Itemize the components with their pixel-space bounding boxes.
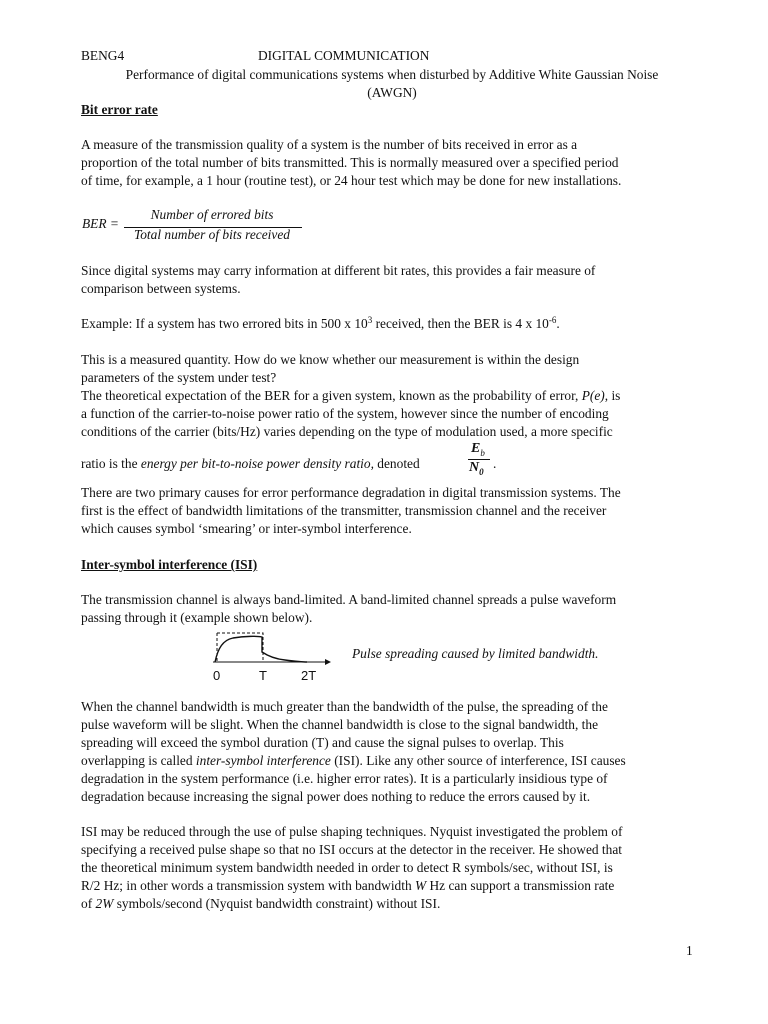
subject-title: DIGITAL COMMUNICATION: [258, 48, 430, 63]
formula-denominator: Total number of bits received: [134, 227, 290, 242]
formula-numerator: Number of errored bits: [150, 207, 274, 222]
formula-lhs: BER =: [82, 216, 119, 231]
ber-comparison-paragraph: Since digital systems may carry information at different bit rates, this provides a fair measure of comparison between systems.: [81, 263, 596, 296]
axis-arrow-icon: [325, 659, 331, 665]
ber-formula: [82, 206, 312, 246]
tick-label-0: 0: [213, 668, 221, 683]
measured-quantity-paragraph: This is a measured quantity. How do we know whether our measurement is within the design parameters of the system under test?: [81, 352, 580, 385]
pulse-spreading-figure: [205, 628, 335, 684]
tick-label-T: T: [259, 668, 267, 683]
ber-example: Example: If a system has two errored bits in 500 x $10^3$ received, then the BER is 4 x $10^{-6}$.: [81, 315, 560, 331]
tick-label-2T: 2T: [301, 668, 317, 683]
course-code: BENG4: [81, 48, 125, 63]
nyquist-paragraph: ISI may be reduced through the use of pulse shaping techniques. Nyquist investigated the problem of specifying a received pulse shape so that no ISI occurs at the detector in the receiver. He showed that the theoretical minimum system bandwidth needed in order to detect R symbols/sec, without ISI, is R/2 Hz; in other words a transmission system with bandwidth W Hz can support a transmission rate of 2W symbols/second (Nyquist bandwidth constraint) without ISI.: [81, 824, 623, 911]
ebno-sentence: ratio is the energy per bit-to-noise power density ratio, denoted: [81, 456, 420, 471]
page-number: 1: [686, 943, 693, 958]
degradation-causes-paragraph: There are two primary causes for error performance degradation in digital transmission systems. The first is the effect of bandwidth limitations of the transmitter, transmission channel and the receiver which causes symbol ‘smearing’ or inter-symbol interference.: [81, 485, 621, 536]
ebno-ratio: $E_b$ $N_0$ .: [469, 441, 497, 477]
isi-bandwidth-paragraph: When the channel bandwidth is much greater than the bandwidth of the pulse, the spreading of the pulse waveform will be slight. When the channel bandwidth is close to the signal bandwidth, the spreading will exceed the symbol duration (T) and cause the signal pulses to overlap. This overlapping is called inter-symbol interference (ISI). Like any other source of interference, ISI causes degradation in the system performance (i.e. higher error rates). It is a particularly insidious type of degradation because increasing the signal power does nothing to reduce the errors caused by it.: [81, 699, 626, 804]
isi-intro-paragraph: The transmission channel is always band-limited. A band-limited channel spreads a pulse waveform passing through it (example shown below).: [81, 592, 617, 625]
section-heading-ber: Bit error rate: [81, 102, 158, 117]
figure-caption: Pulse spreading caused by limited bandwidth.: [352, 646, 599, 661]
document-subtitle: Performance of digital communications systems when disturbed by Additive White Gaussian Noise (AWGN): [125, 67, 659, 100]
spread-pulse: [215, 636, 307, 662]
ber-intro-paragraph: A measure of the transmission quality of a system is the number of bits received in error as a proportion of the total number of bits transmitted. This is normally measured over a specified period of time, for example, a 1 hour (routine test), or 24 hour test which may be done for new installations.: [81, 137, 622, 188]
theoretical-expectation-paragraph: The theoretical expectation of the BER for a given system, known as the probability of error, P(e), is a function of the carrier-to-noise power ratio of the system, however since the number of encoding conditions of the carrier (bits/Hz) varies depending on the type of modulation used, a more specific: [81, 388, 621, 439]
section-heading-isi: Inter-symbol interference (ISI): [81, 557, 258, 572]
